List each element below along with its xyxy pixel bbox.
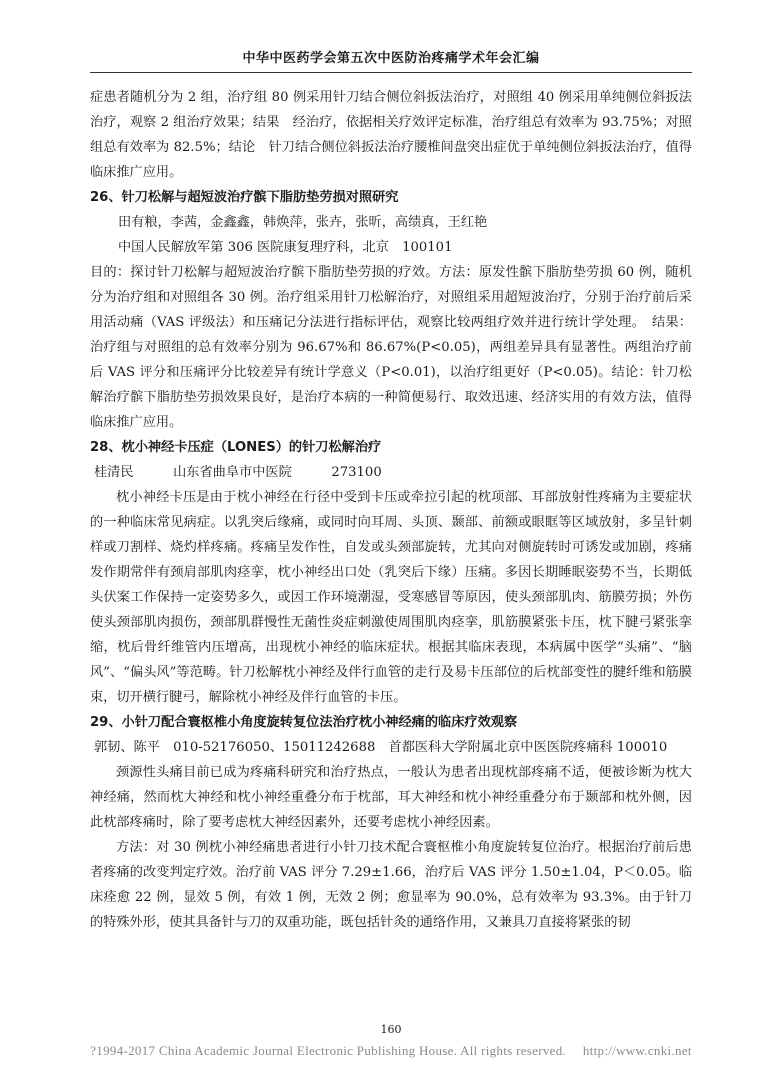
article-29-byline: 郭韧、陈平 010-52176050、15011242688 首都医科大学附属北京中医医院疼痛科 100010 bbox=[94, 740, 668, 755]
article-28-title: 28、枕小神经卡压症（LONES）的针刀松解治疗 bbox=[90, 440, 382, 455]
article-29-title: 29、小针刀配合寰枢椎小角度旋转复位法治疗枕小神经痛的临床疗效观察 bbox=[90, 715, 518, 730]
article-29-paragraph-1: 颈源性头痛目前已成为疼痛科研究和治疗热点，一般认为患者出现枕部疼痛不适，便被诊断为枕大神经痛，然而枕大神经和枕小神经重叠分布于枕部，耳大神经和枕小神经重叠分布于颞部和枕外侧，因此枕部疼痛时，除了要考虑枕大神经因素外，还要考虑枕小神经因素。 bbox=[90, 765, 692, 830]
copyright-footer: ?1994-2017 China Academic Journal Electronic Publishing House. All rights reserved. http://www.cnki.net bbox=[90, 1043, 692, 1058]
article-26-affiliation: 中国人民解放军第 306 医院康复理疗科，北京 100101 bbox=[118, 240, 453, 255]
article-26-abstract: 目的：探讨针刀松解与超短波治疗髌下脂肪垫劳损的疗效。方法：原发性髌下脂肪垫劳损 60 例，随机分为治疗组和对照组各 30 例。治疗组采用针刀松解治疗，对照组采用超短波治疗，分别于治疗前后采用活动痛（VAS 评级法）和压痛记分法进行指标评估，观察比较两组疗效并进行统计学处理。 结果：治疗组与对照组的总有效率分别为 96.67%和 86.67%(P<0.05)，两组差异具有显著性。两组治疗前后 VAS 评分和压痛评分比较差异有统计学意义（P<0.01)，以治疗组更好（P<0.05)。结论：针刀松解治疗髌下脂肪垫劳损效果良好，是治疗本病的一种简便易行、取效迅速、经济实用的有效方法，值得临床推广应用。 bbox=[90, 265, 692, 430]
article-28-byline: 桂清民 山东省曲阜市中医院 273100 bbox=[94, 465, 382, 480]
article-29-paragraph-2: 方法：对 30 例枕小神经痛患者进行小针刀技术配合寰枢椎小角度旋转复位治疗。根据治疗前后患者疼痛的改变判定疗效。治疗前 VAS 评分 7.29±1.66，治疗后 VAS 评分 1.50±1.04，P＜0.05。临床痊愈 22 例，显效 5 例，有效 1 例，无效 2 例；愈显率为 90.0%，总有效率为 93.3%。由于针刀的特殊外形，使其具备针与刀的双重功能，既包括针灸的通络作用，又兼具刀直接将紧张的韧 bbox=[90, 840, 692, 930]
article-26-authors: 田有粮，李茜，金鑫鑫，韩焕萍，张卉，张昕，高绩真，王红艳 bbox=[118, 215, 488, 230]
intro-paragraph: 症患者随机分为 2 组，治疗组 80 例采用针刀结合侧位斜扳法治疗，对照组 40 例采用单纯侧位斜扳法治疗，观察 2 组治疗效果；结果 经治疗，依据相关疗效评定标准，治疗组总有效率为 93.75%；对照组总有效率为 82.5%；结论 针刀结合侧位斜扳法治疗腰椎间盘突出症优于单纯侧位斜扳法治疗，值得临床推广应用。 bbox=[90, 90, 692, 180]
running-header: 中华中医药学会第五次中医防治疼痛学术年会汇编 bbox=[242, 51, 540, 66]
header-rule bbox=[90, 72, 692, 73]
article-28-body: 枕小神经卡压是由于枕小神经在行径中受到卡压或牵拉引起的枕项部、耳部放射性疼痛为主要症状的一种临床常见病症。以乳突后缘痛，或同时向耳周、头顶、颞部、前额或眼眶等区域放射，多呈针刺样或刀割样、烧灼样疼痛。疼痛呈发作性，自发或头颈部旋转，尤其向对侧旋转时可诱发或加剧，疼痛发作期常伴有颈肩部肌肉痉挛，枕小神经出口处（乳突后下缘）压痛。多因长期睡眠姿势不当，长期低头伏案工作保持一定姿势多久，或因工作环境潮湿，受寒感冒等原因，使头颈部肌肉、筋膜劳损；外伤使头颈部肌肉损伤，颈部肌群慢性无菌性炎症刺激使周围肌肉痉挛，肌筋膜紧张卡压，枕下腱弓紧张挛缩，枕后骨纤维管内压增高，出现枕小神经的临床症状。根据其临床表现，本病属中医学“头痛”、“脑风”、“偏头风”等范畴。针刀松解枕小神经及伴行血管的走行及易卡压部位的后枕部变性的腱纤维和筋膜束，切开横行腱弓，解除枕小神经及伴行血管的卡压。 bbox=[90, 490, 692, 705]
page-body bbox=[90, 85, 692, 935]
page-number: 160 bbox=[380, 1023, 402, 1036]
article-26-title: 26、针刀松解与超短波治疗髌下脂肪垫劳损对照研究 bbox=[90, 190, 399, 205]
